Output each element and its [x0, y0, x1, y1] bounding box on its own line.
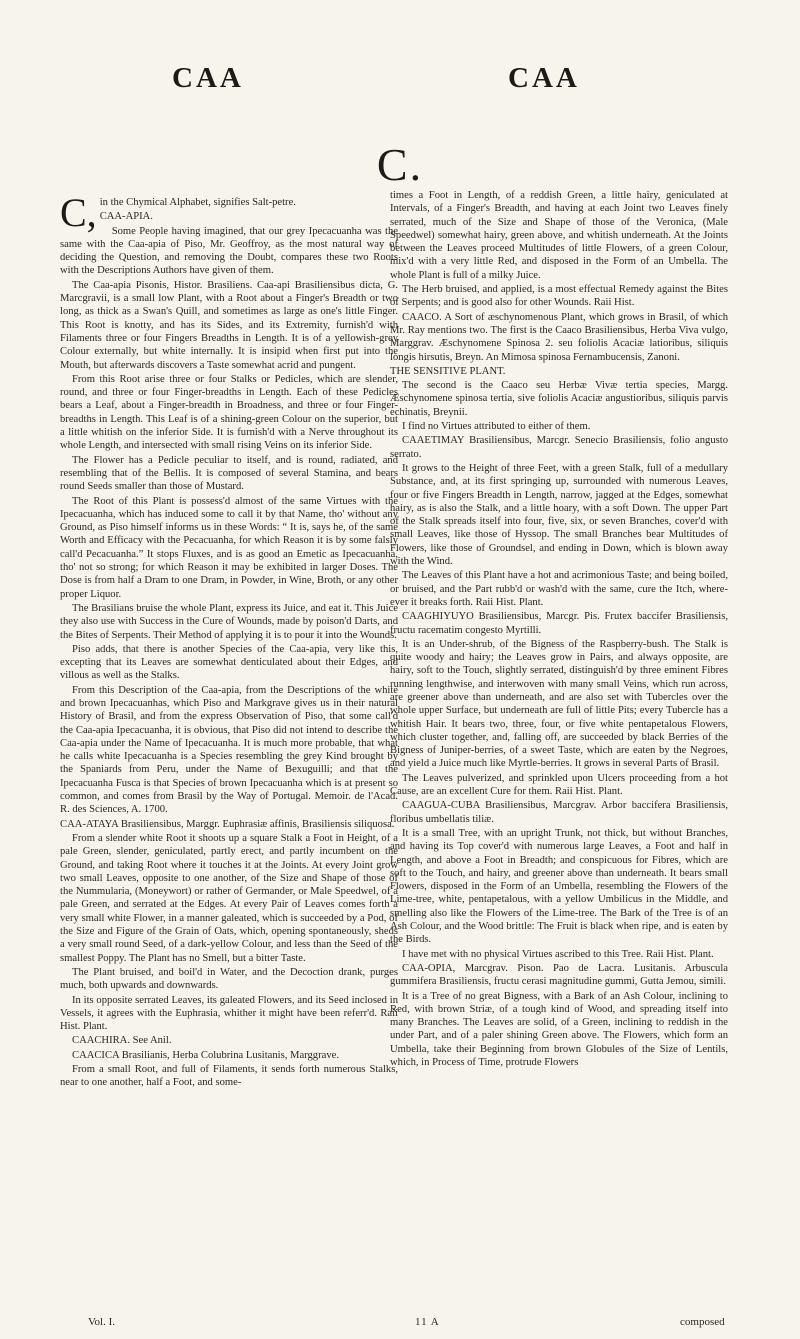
running-head-right: CAA: [508, 62, 580, 94]
entry-paragraph: The Caa-apia Pisonis, Histor. Brasiliens. Caa-api Brasiliensibus dicta, G. Marcgravii, is a small low Plant, with a Root about a Finger's Breadth or two long, as thick as a Swan's Quill, and sometimes as large as one's little Finger. This Root is knotty, and has its Sides, and its Extremity, furnish'd with Filaments three or four Fingers Breadths in Length. It is of a yellowish-grey Colour externally, but white internally. It is insipid when first put into the Mouth, but afterwards discovers a Taste somewhat acrid and pungent.: [60, 279, 398, 371]
running-head-left: CAA: [172, 62, 244, 94]
section-letter: C.: [376, 139, 424, 190]
entry-paragraph: CAA-OPIA, Marcgrav. Pison. Pao de Lacra. Lusitanis. Arbuscula gummifera Brasiliensis, fructu cerasi magnitudine gummi, Gutta Jemou, simili.: [390, 962, 728, 988]
right-column: [390, 189, 728, 1299]
entry-paragraph: Some People having imagined, that our grey Ipecacuanha was the same with the Caa-apia of Piso, Mr. Geoffroy, as the most natural way of deciding the Question, and removing the Doubt, compares these two Roots with the Descriptions Authors have given of them.: [60, 225, 398, 277]
entry-paragraph: CAACHIRA. See Anil.: [72, 1035, 172, 1047]
catchword: composed: [680, 1316, 725, 1328]
entry-paragraph: The Leaves of this Plant have a hot and acrimonious Taste; and being boiled, or bruised, and the Part rubb'd or wash'd with the same, cure the Itch, where-ever it breaks forth. Raii Hist. Plant.: [390, 570, 728, 608]
signature-mark: 11 A: [415, 1316, 440, 1328]
entry-paragraph: From a small Root, and full of Filaments, it sends forth numerous Stalks, near to one another, half a Foot, and some-: [60, 1064, 398, 1089]
entry-paragraph: The Plant bruised, and boil'd in Water, and the Decoction drank, purges much, both upwards and downwards.: [60, 966, 398, 992]
entry-paragraph: CAAGUA-CUBA Brasiliensibus, Marcgrav. Arbor baccifera Brasiliensis, floribus umbellatis tiliæ.: [390, 800, 728, 825]
drop-capital: C,: [60, 196, 97, 235]
page-footer: [0, 1316, 800, 1332]
entry-paragraph: It is a Tree of no great Bigness, with a Bark of an Ash Colour, inclining to Red, with brown Striæ, of a tough kind of Wood, and spreading itself into many Branches. The Leaves are solid, of a Green, inclining to reddish in the under Part, and of a paler shining Green above. The Flowers, which form an Umbella, take their Beginning from brown Globules of the Size of Lentils, which, in Process of Time, protrude Flowers: [390, 990, 728, 1068]
entry-heading: THE SENSITIVE PLANT.: [390, 365, 506, 377]
entry-paragraph: It grows to the Height of three Feet, with a green Stalk, full of a medullary Substance, and, at its first springing up, surrounded with numerous Leaves, four or five Fingers Breadth in Length, narrow, jagged at the Edges, somewhat hairy, as is also the Stalk, and a little hoary, with a soft Down. The upper Part of the Stalk spreads itself into four, five, six, or seven Branches, cover'd with small Leaves, like those of Hyssop. The small Branches bear Multitudes of Flowers, like those of Groundsel, and ending in Down, which is blown away with the Wind.: [390, 462, 728, 568]
entry-paragraph: The Herb bruised, and applied, is a most effectual Remedy against the Bites of Serpents; and is good also for other Wounds. Raii Hist.: [390, 284, 728, 309]
entry-paragraph: CAACICA Brasilianis, Herba Colubrina Lusitanis, Marggrave.: [72, 1049, 339, 1061]
entry-paragraph: CAAETIMAY Brasiliensibus, Marcgr. Senecio Brasiliensis, folio angusto serrato.: [390, 435, 728, 460]
entry-paragraph: From this Description of the Caa-apia, from the Descriptions of the white and brown Ipecacuanhas, which Piso and Markgrave gives us in their natural History of Brasil, and from the express Observation of Piso, that some call'd the Caa-apia Ipecacuanha, it is obvious, that Piso did not intend to describe the Caa-apia under the Name of Ipecacuanha. It is much more probable, that what he calls white Ipecacuanha is a Species resembling the grey Kind brought by the Spaniards from Peru, under the Name of Bexuguilli; and that the Ipecacuanha Fusca is that Species of brown Ipecacuanha which is at present so common, and comes from Brasil by the Way of Portugal. Memoir. de l'Acad. R. des Sciences, A. 1700.: [60, 684, 398, 816]
continued-paragraph: times a Foot in Length, of a reddish Green, a little hairy, geniculated at Intervals, of a Finger's Breadth, and having at each Joint two Leaves finely serrated, much of the Size and Shape of those of the Veronica, (Male Speedwel) somewhat hairy, green above, and whitish underneath. At the Joints between the Leaves proceed Multitudes of little Flowers, of a green Colour, mix'd with a very little Red, and disposed in the Form of an Umbella. The whole Plant is full of a milky Juice.: [390, 190, 728, 281]
entry-paragraph: From a slender white Root it shoots up a square Stalk a Foot in Height, of a pale Green, slender, geniculated, partly erect, and partly incumbent on the Ground, and taking Root where it touches it at the Joints. At every Joint grow two small Leaves, opposite to one another, of the Size and Shape of those of the Nummularia, (Moneywort) or rather of Germander, or Male Speedwel, of a pale Green, and serrated at the Edges. At every Pair of Leaves comes forth a very small white Flower, in a manner galeated, which is succeeded by a Pod, of the Size and Figure of the Grain of Oats, which, opening spontaneously, sheds a very small round Seed, of a dark-yellow Colour, and less than the Seed of the smallest Poppy. The Plant has no Smell, but a bitter Taste.: [60, 832, 398, 964]
entry-paragraph: The Brasilians bruise the whole Plant, express its Juice, and eat it. This Juice they also use with Success in the Cure of Wounds, made by poison'd Darts, and the Bites of Serpents. Their Method of applying it is to pour it into the Wounds.: [60, 602, 398, 641]
entry-paragraph: It is an Under-shrub, of the Bigness of the Raspberry-bush. The Stalk is quite woody and hairy; the Leaves grow in Pairs, and always opposite, are hairy, soft to the Touch, slightly serrated, distinguish'd by three eminent Fibres running lengthwise, and interwoven with many small Veins, which run across, are greener above than underneath, and are also set with Tubercles over the whole upper Surface, but underneath are full of little Pits; every Tubercle has a whitish Hair. It bears two, three, four, or five white pentapetalous Flowers, which cluster together, and, falling off, are succeeded by black Berries of the Bigness of Juniper-berries, of a sweet Taste, which are eaten by the Negroes, and yield a Juice much like Myrtle-berries. It grows in several Parts of Brasil.: [390, 638, 728, 770]
entry-paragraph: From this Root arise three or four Stalks or Pedicles, which are slender, round, and three or four Finger-breadths in Length. Each of these Pedicles bears a Leaf, about a Finger-breadth in Broadness, and three or four Finger-breadths in Length. This Leaf is of a shining-green Colour on the superior, but a little whitish on the inferior Side. It is furnish'd with a Nerve throughout its whole Length, and intersected with small rising Veins on its inferior Side.: [60, 373, 398, 452]
entry-heading: CAA-ATAYA Brasiliensibus, Marggr. Euphrasiæ affinis, Brasiliensis siliquosa.: [60, 818, 395, 830]
entry-paragraph: The Flower has a Pedicle peculiar to itself, and is round, radiated, and resembling that of the Bellis. It is composed of several Stamina, and bears round Seeds smaller than those of Mustard.: [60, 454, 398, 493]
entry-paragraph: Piso adds, that there is another Species of the Caa-apia, very like this, excepting that its Leaves are somewhat denticulated about their Edges, and villous as well as the Stalks.: [60, 643, 398, 682]
left-column: [60, 196, 398, 1306]
entry-paragraph: In its opposite serrated Leaves, its galeated Flowers, and its Seed inclosed in Vessels, it agrees with the Euphrasia, whither it might have been referr'd. Raii Hist. Plant.: [60, 994, 398, 1033]
entry-heading: CAA-APIA.: [99, 211, 153, 223]
entry-paragraph: The Root of this Plant is possess'd almost of the same Virtues with the Ipecacuanha, which has induced some to call it by that Name, tho' without any Ground, as Piso himself informs us in these Words: “ It is, says he, of the same Worth and Efficacy with the Pecacuanha, for which Reason it is by some falsly call'd Pecacuanha.” It stops Fluxes, and is as good an Emetic as Ipecacuanha, tho' not so strong; for which Reason it may be exhibited in larger Doses. The Dose is from half a Dram to one Dram, in Powder, in Wine, Broth, or any other proper Liquor.: [60, 495, 398, 600]
paragraph-text: in the Chymical Alphabet, signifies Salt-petre.: [99, 197, 296, 208]
entry-paragraph: I find no Virtues attributed to either of them.: [402, 421, 591, 433]
entry-paragraph: CAACO. A Sort of æschynomenous Plant, which grows in Brasil, of which Mr. Ray mentions two. The first is the Caaco Brasiliensibus, Herba Viva vulgo, Marggrav. Æschynomene Spinosa 2. seu foliolis Acaciæ latioribus, siliquis longis hirsutis, Breyn. An Mimosa spinosa Fernambucensis, Zanoni.: [390, 311, 728, 363]
entry-paragraph: CAAGHIYUYO Brasiliensibus, Marcgr. Pis. Frutex baccifer Brasiliensis, fructu racematim congesto Myrtilli.: [390, 611, 728, 636]
entry-paragraph: The second is the Caaco seu Herbæ Vivæ tertia species, Margg. Æschynomene spinosa tertia, sive foliolis Acaciæ angustioribus, siliquis parvis echinatis, Breynii.: [390, 380, 728, 418]
volume-number: Vol. I.: [88, 1316, 115, 1328]
entry-paragraph: I have met with no physical Virtues ascribed to this Tree. Raii Hist. Plant.: [402, 948, 714, 960]
entry-paragraph: It is a small Tree, with an upright Trunk, not thick, but without Branches, and having its Top cover'd with numerous large Leaves, a Foot and half in Length, and above a Foot in Breadth; and conspicuous for Fibres, which are soft to the Touch, and hairy, and greener above than underneath. It bears small Flowers, disposed in the Form of an Umbella, resembling the Flowers of the Lime-tree, white, pentapetalous, with a yellow Umbilicus in the Middle, and smelling also like the Flowers of the Lime-tree. The Bark of the Tree is of an Ash Colour, and the Wood brittle: The Fruit is black when ripe, and is eaten by the Birds.: [390, 827, 728, 946]
entry-paragraph: The Leaves pulverized, and sprinkled upon Ulcers proceeding from a hot Cause, are an excellent Cure for them. Raii Hist. Plant.: [390, 772, 728, 798]
